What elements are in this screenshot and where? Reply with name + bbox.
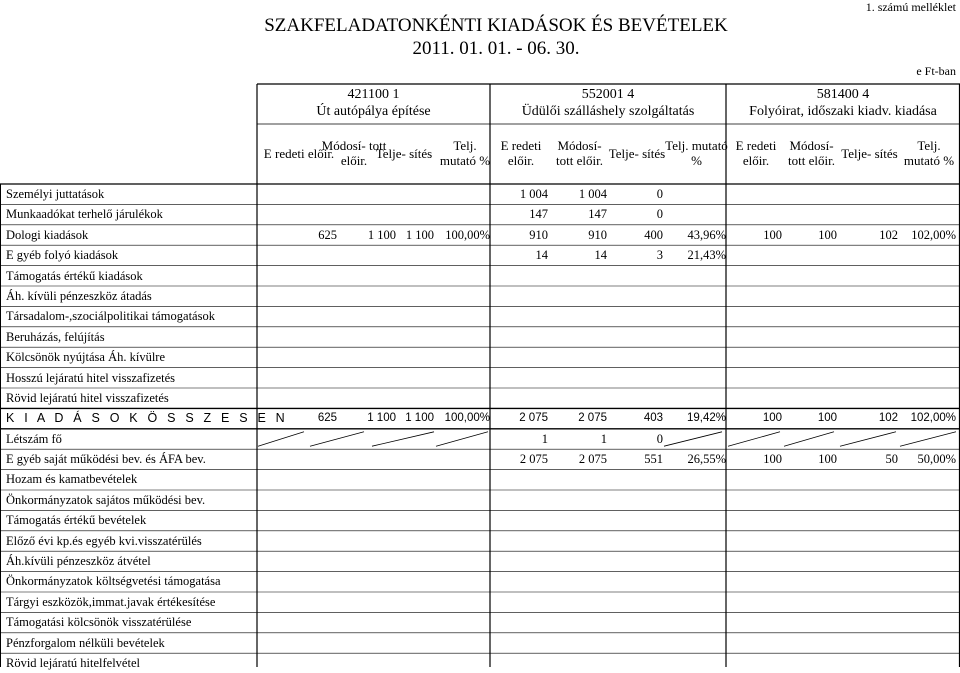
table-cell: 102,00% <box>911 227 956 242</box>
table-cell: 0 <box>656 187 663 201</box>
table-cell: 102,00% <box>910 412 956 425</box>
title-line-1: SZAKFELADATONKÉNTI KIADÁSOK ÉS BEVÉTELEK <box>264 15 728 36</box>
table-cell: 19,42% <box>686 412 726 425</box>
table-cell: 14 <box>594 248 607 263</box>
group-header-3 <box>726 86 960 124</box>
row-label: Hosszú lejáratú hitel visszafizetés <box>6 370 176 385</box>
row-label: Támogatás értékű bevételek <box>6 513 147 528</box>
table-row <box>0 449 960 469</box>
table-row <box>0 490 960 510</box>
table-cell: 400 <box>644 227 663 242</box>
row-label: Dologi kiadások <box>6 227 89 242</box>
table-cell: 403 <box>643 412 663 425</box>
table-cell: 147 <box>588 207 607 222</box>
table-row <box>0 633 960 653</box>
group-header-2 <box>490 86 726 124</box>
row-label: Rövid lejáratú hitel visszafizetés <box>6 390 169 405</box>
table-cell: 100 <box>818 227 837 242</box>
table-row <box>0 368 960 388</box>
table-cell: 100,00% <box>444 412 490 425</box>
table-row <box>0 347 960 367</box>
table-cell: 1 100 <box>405 412 434 425</box>
row-label: K I A D Á S O K Ö S S Z E S E N <box>6 411 288 426</box>
table-row <box>0 245 960 265</box>
row-label: Kölcsönök nyújtása Áh. kívülre <box>6 350 166 365</box>
column-header-ratio: Telj. mutató % <box>665 138 728 168</box>
row-label: Munkaadókat terhelő járulékok <box>6 207 163 222</box>
column-header-ratio: Telj. mutató % <box>903 138 955 168</box>
table-cell: 1 100 <box>405 227 434 242</box>
table-cell: 625 <box>317 412 337 425</box>
table-cell: 100 <box>762 412 782 425</box>
table-row <box>0 204 960 224</box>
row-label: E gyéb saját működési bev. és ÁFA bev. <box>6 452 206 467</box>
table-row <box>0 429 960 449</box>
table-row <box>0 571 960 591</box>
column-header-original: E redeti előir. <box>500 138 542 168</box>
table-cell: 551 <box>644 452 663 467</box>
table-cell: 43,96% <box>687 227 726 242</box>
table-row <box>0 653 960 673</box>
table-row <box>0 327 960 347</box>
column-header-ratio: Telj. mutató % <box>439 138 491 168</box>
row-label: Áh.kívüli pénzeszköz átvétel <box>6 554 151 569</box>
row-label: Pénzforgalom nélküli bevételek <box>6 635 165 650</box>
table-cell: 1 100 <box>367 412 396 425</box>
table-cell: 50 <box>885 452 898 467</box>
table-row <box>0 388 960 408</box>
row-label: Rövid lejáratú hitelfelvétel <box>6 655 140 670</box>
table-cell: 100,00% <box>445 227 490 242</box>
table-row <box>0 612 960 632</box>
table-cell: 3 <box>656 248 663 263</box>
row-label: Önkormányzatok sajátos működési bev. <box>6 492 206 507</box>
column-header-modified: Módosí- tott előir. <box>788 138 835 168</box>
table-cell: 1 <box>541 431 548 446</box>
unit-label: e Ft-ban <box>916 64 956 78</box>
table-cell: 1 004 <box>578 187 607 201</box>
row-label: Támogatás értékű kiadások <box>6 268 143 283</box>
group-name: Folyóirat, időszaki kiadv. kiadása <box>749 104 937 119</box>
row-label: Áh. kívüli pénzeszköz átadás <box>6 288 152 303</box>
table-cell: 1 100 <box>367 227 396 242</box>
title-line-2: 2011. 01. 01. - 06. 30. <box>412 38 580 59</box>
table-cell: 2 075 <box>578 412 607 425</box>
table-row <box>0 286 960 306</box>
row-label: Előző évi kp.és egyéb kvi.visszatérülés <box>6 533 202 548</box>
column-header-completed: Telje- sítés <box>841 145 898 161</box>
row-label: Önkormányzatok költségvetési támogatása <box>6 574 221 589</box>
column-header-modified: Módosí- tott előir. <box>321 138 387 168</box>
row-label: Létszám fő <box>6 431 62 446</box>
table-cell: 102 <box>879 227 898 242</box>
table-row <box>0 266 960 286</box>
table-cell: 26,55% <box>687 452 726 467</box>
table-cell: 100 <box>817 412 837 425</box>
total-row <box>0 408 960 428</box>
table-cell: 2 075 <box>578 452 607 467</box>
table-cell: 910 <box>588 227 607 242</box>
row-label: Beruházás, felújítás <box>6 329 105 344</box>
column-header-modified: Módosí- tott előir. <box>556 138 603 168</box>
group-code: 421100 1 <box>347 87 400 102</box>
table-row <box>0 551 960 571</box>
column-header-completed: Telje- sítés <box>608 145 666 161</box>
column-header-completed: Telje- sítés <box>375 145 433 161</box>
group-code: 581400 4 <box>816 87 870 102</box>
table-row <box>0 469 960 489</box>
row-label: Támogatási kölcsönök visszatérülése <box>6 615 192 630</box>
table-cell: 102 <box>878 412 898 425</box>
table-row <box>0 592 960 612</box>
row-label: E gyéb folyó kiadások <box>6 248 119 263</box>
table-cell: 0 <box>656 207 663 222</box>
annex-label: 1. számú melléklet <box>865 0 956 14</box>
column-header-original: E redeti előir. <box>735 138 777 168</box>
row-label: Tárgyi eszközök,immat.javak értékesítése <box>6 594 216 609</box>
table-cell: 21,43% <box>687 248 726 263</box>
row-label: Személyi juttatások <box>6 187 105 201</box>
group-name: Út autópálya építése <box>316 104 431 119</box>
table-cell: 0 <box>656 431 663 446</box>
table-cell: 2 075 <box>519 412 548 425</box>
table-row <box>0 306 960 326</box>
row-label: Hozam és kamatbevételek <box>6 472 138 487</box>
table-cell: 1 004 <box>519 187 548 201</box>
table-cell: 147 <box>529 207 548 222</box>
table-row <box>0 531 960 551</box>
column-header-original: E redeti előir. <box>263 145 335 161</box>
table-row <box>0 184 960 204</box>
group-name: Üdülői szálláshely szolgáltatás <box>521 104 695 119</box>
group-header-1 <box>257 86 490 124</box>
table-body <box>0 184 960 673</box>
table-row <box>0 510 960 530</box>
table-cell: 14 <box>535 248 548 263</box>
table-cell: 625 <box>318 227 337 242</box>
table-cell: 910 <box>529 227 548 242</box>
group-code: 552001 4 <box>581 87 635 102</box>
row-label: Társadalom-,szociálpolitikai támogatások <box>6 309 215 324</box>
table-cell: 100 <box>763 227 782 242</box>
table-cell: 1 <box>600 431 607 446</box>
table-cell: 2 075 <box>519 452 548 467</box>
table-cell: 50,00% <box>917 452 956 467</box>
table-cell: 100 <box>763 452 782 467</box>
table-row <box>0 225 960 245</box>
table-cell: 100 <box>818 452 837 467</box>
